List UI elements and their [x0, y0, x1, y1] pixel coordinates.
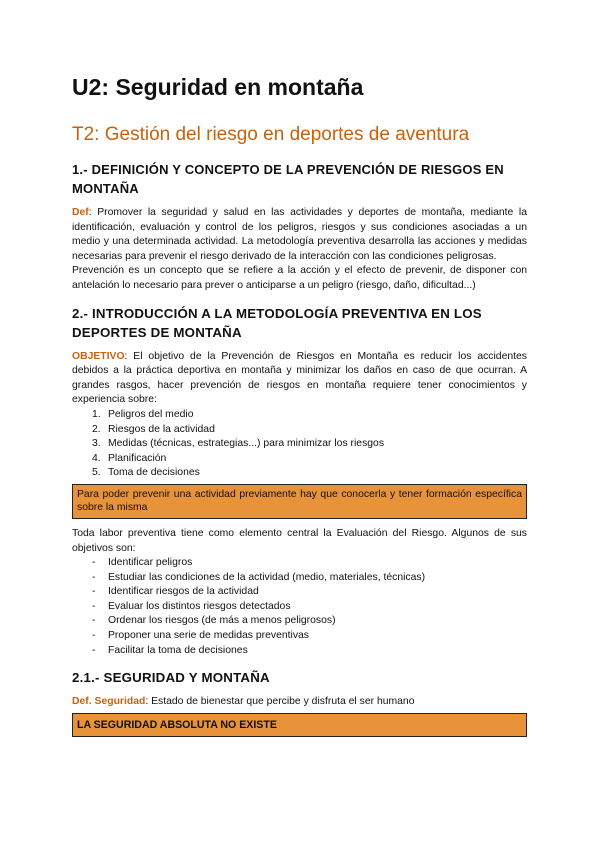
objectives-list — [72, 556, 527, 658]
evaluation-paragraph: Toda labor preventiva tiene como elemento central la Evaluación del Riesgo. Algunos de sus objetivos son: — [72, 527, 527, 554]
list-item: - Identificar peligros — [92, 557, 193, 569]
definition-text: : Promover la seguridad y salud en las actividades y deportes de montaña, mediante la identificación, evaluación y control de los peligros, riesgos y sus condiciones asociadas a un medio y una determinada actividad. La metodología preventiva desarrolla las acciones y medidas necesarias para prevenir el riesgo derivado de la interacción con las condiciones peligrosas. — [72, 207, 527, 262]
list-item: - Facilitar la toma de decisiones — [92, 644, 248, 656]
security-definition-text: : Estado de bienestar que percibe y disfruta el ser humano — [145, 696, 415, 708]
document-content — [72, 72, 527, 737]
list-item: - Proponer una serie de medidas preventivas — [92, 630, 310, 642]
objective-paragraph — [72, 350, 527, 408]
list-item: 1. Peligros del medio — [92, 408, 194, 420]
page-title: U2: Seguridad en montaña — [72, 74, 364, 100]
definition-label: Def — [72, 207, 89, 218]
list-item: 3. Medidas (técnicas, estrategias...) para minimizar los riesgos — [92, 438, 385, 450]
security-definition-label: Def. Seguridad — [72, 696, 146, 708]
list-item: 4. Planificación — [92, 452, 167, 464]
objective-text: : El objetivo de la Prevención de Riesgos en Montaña es reducir los accidentes debidos a la práctica deportiva en montaña y minimizar los daños en caso de que ocurran. A grandes rasgos, hacer prevención de riesgos en montaña requiere tener conocimientos y experiencia sobre: — [72, 350, 527, 406]
list-item: 5. Toma de decisiones — [92, 467, 200, 479]
topic-title: T2: Gestión del riesgo en deportes de aventura — [72, 124, 470, 145]
section-2-1-heading: 2.1.- SEGURIDAD Y MONTAÑA — [72, 670, 270, 686]
list-item: - Ordenar los riesgos (de más a menos peligrosos) — [92, 615, 336, 627]
definition-paragraph — [72, 206, 527, 264]
security-definition — [72, 695, 527, 710]
knowledge-list — [72, 408, 527, 481]
prevention-paragraph: Prevención es un concepto que se refiere a la acción y el efecto de prevenir, de disponer con antelación lo necesario para prever o anticiparse a un peligro (riesgo, daño, dificultad...) — [72, 265, 527, 291]
section-2-heading: 2.- INTRODUCCIÓN A LA METODOLOGÍA PREVENTIVA EN LOS DEPORTES DE MONTAÑA — [72, 305, 482, 340]
objective-label: OBJETIVO — [72, 350, 125, 362]
list-item: - Identificar riesgos de la actividad — [92, 586, 259, 598]
section-1-heading: 1.- DEFINICIÓN Y CONCEPTO DE LA PREVENCIÓN DE RIESGOS EN MONTAÑA — [72, 162, 504, 196]
list-item: - Estudiar las condiciones de la actividad (medio, materiales, técnicas) — [92, 571, 426, 583]
security-callout-box: LA SEGURIDAD ABSOLUTA NO EXISTE — [72, 713, 527, 737]
list-item: - Evaluar los distintos riesgos detectados — [92, 600, 291, 612]
callout-box: Para poder prevenir una actividad previamente hay que conocerla y tener formación específica sobre la misma — [72, 484, 527, 519]
list-item: 2. Riesgos de la actividad — [92, 423, 215, 435]
